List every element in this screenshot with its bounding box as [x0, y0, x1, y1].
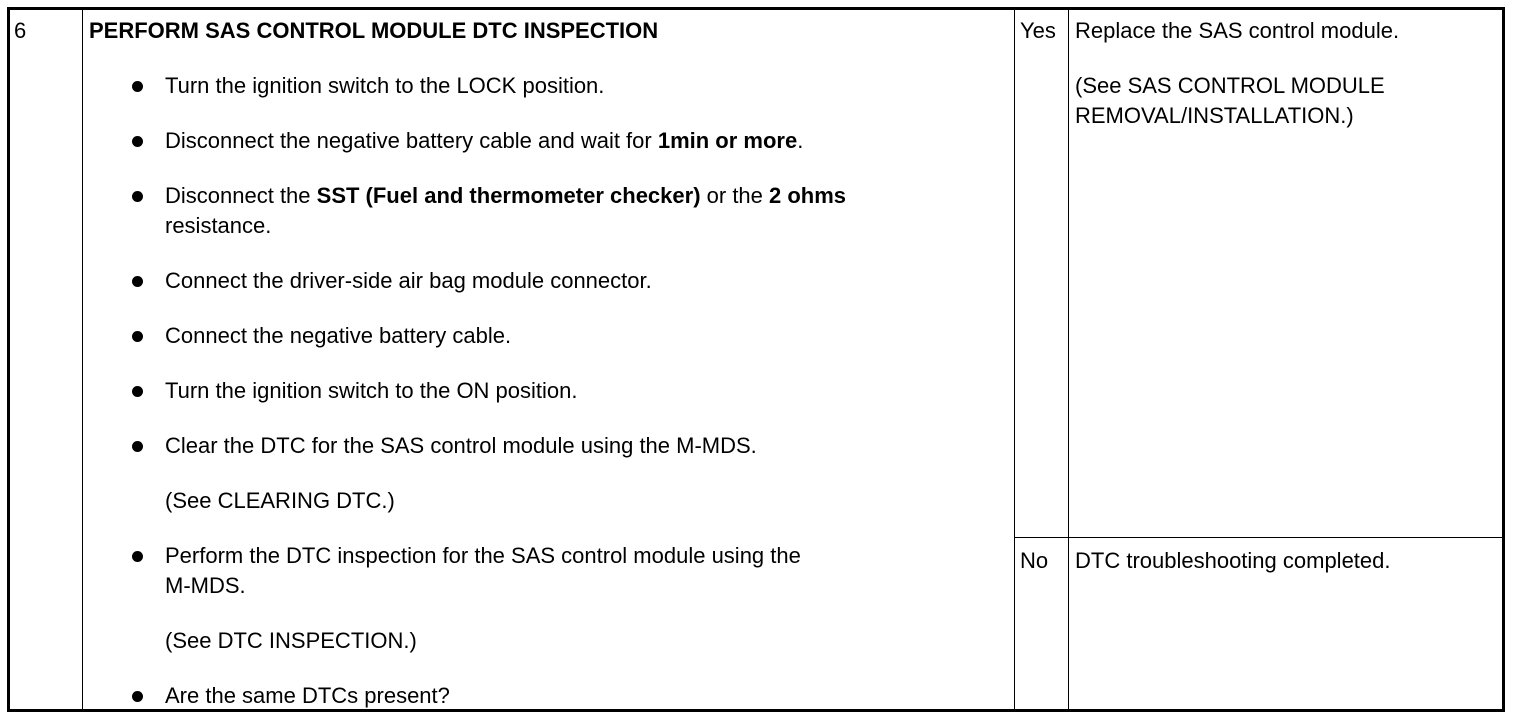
column-divider — [1068, 10, 1069, 709]
column-divider — [82, 10, 83, 709]
bullet-icon — [132, 441, 143, 452]
bullet-icon — [132, 691, 143, 702]
instruction-text: Turn the ignition switch to the LOCK position. — [165, 73, 605, 98]
bullet-icon — [132, 386, 143, 397]
result-yes-reference: (See SAS CONTROL MODULE — [1075, 73, 1385, 98]
instruction-text: Are the same DTCs present? — [165, 683, 450, 708]
bullet-icon — [132, 136, 143, 147]
instruction-text: Clear the DTC for the SAS control module using the M-MDS. — [165, 433, 757, 458]
instruction-text: Perform the DTC inspection for the SAS control module using the — [165, 543, 801, 568]
step-title: PERFORM SAS CONTROL MODULE DTC INSPECTION — [89, 18, 659, 43]
bullet-icon — [132, 276, 143, 287]
result-no-action: DTC troubleshooting completed. — [1075, 548, 1391, 573]
bullet-icon — [132, 331, 143, 342]
instruction-text: Turn the ignition switch to the ON position. — [165, 378, 578, 403]
instruction-text: Connect the driver-side air bag module connector. — [165, 268, 652, 293]
instruction-text: Disconnect the negative battery cable and wait for 1min or more. — [165, 128, 804, 153]
bullet-icon — [132, 191, 143, 202]
result-yes-label: Yes — [1020, 18, 1056, 43]
result-yes-reference-continued: REMOVAL/INSTALLATION.) — [1075, 103, 1354, 128]
instruction-text-continued: resistance. — [165, 213, 272, 238]
bullet-icon — [132, 81, 143, 92]
dtc-inspection-table — [7, 7, 1505, 712]
instruction-reference: (See DTC INSPECTION.) — [165, 628, 417, 653]
result-yes-action: Replace the SAS control module. — [1075, 18, 1400, 43]
result-no-label: No — [1020, 548, 1049, 573]
instruction-text-continued: M-MDS. — [165, 573, 246, 598]
column-divider — [1014, 10, 1015, 709]
instruction-text: Connect the negative battery cable. — [165, 323, 512, 348]
bullet-icon — [132, 551, 143, 562]
instruction-text: Disconnect the SST (Fuel and thermometer checker) or the 2 ohms — [165, 183, 847, 208]
instruction-reference: (See CLEARING DTC.) — [165, 488, 395, 513]
step-number: 6 — [14, 18, 27, 43]
row-divider — [1014, 537, 1502, 538]
